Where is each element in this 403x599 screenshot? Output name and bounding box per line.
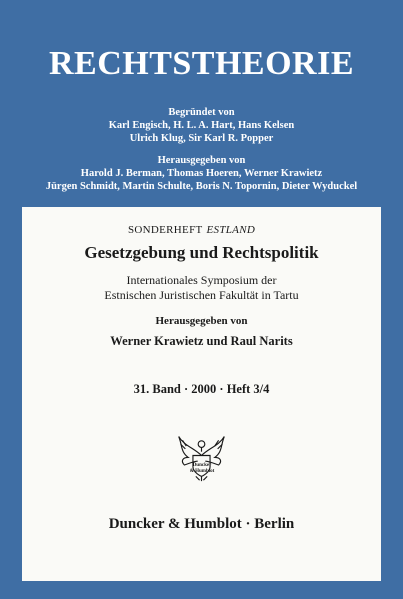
cover-header xyxy=(0,0,403,207)
special-issue-label: SONDERHEFT xyxy=(128,224,203,236)
series-title: RECHTSTHEORIE xyxy=(48,45,355,82)
eagle-emblem-icon xyxy=(173,427,230,484)
subtitle-line-2: Estnischen Juristischen Fakultät in Tartu xyxy=(104,288,299,302)
series-editors-label: Herausgegeben von xyxy=(157,155,246,166)
volume-editors: Werner Krawietz und Raul Narits xyxy=(110,334,293,348)
book-title: Gesetzgebung und Rechtspolitik xyxy=(84,243,319,262)
special-issue xyxy=(128,224,255,236)
logo-text xyxy=(182,463,222,475)
special-issue-region: ESTLAND xyxy=(206,224,256,236)
volume-info: 31. Band · 2000 · Heft 3/4 xyxy=(133,382,270,396)
founders-line-1: Karl Engisch, H. L. A. Hart, Hans Kelsen xyxy=(108,120,295,131)
publisher: Duncker & Humblot · Berlin xyxy=(108,516,295,532)
subtitle-line-1: Internationales Symposium der xyxy=(126,273,277,287)
volume-editors-label: Herausgegeben von xyxy=(155,315,248,327)
logo-text-line-1: Duncker xyxy=(192,463,212,468)
logo-text-line-2: & Humblot xyxy=(189,469,215,474)
founded-label: Begründet von xyxy=(168,107,235,118)
title-panel xyxy=(22,207,381,581)
series-editors-line-1: Harold J. Berman, Thomas Hoeren, Werner Krawietz xyxy=(80,168,323,179)
founders-line-2: Ulrich Klug, Sir Karl R. Popper xyxy=(129,133,274,144)
series-editors-line-2: Jürgen Schmidt, Martin Schulte, Boris N. Topornin, Dieter Wyduckel xyxy=(45,181,358,192)
